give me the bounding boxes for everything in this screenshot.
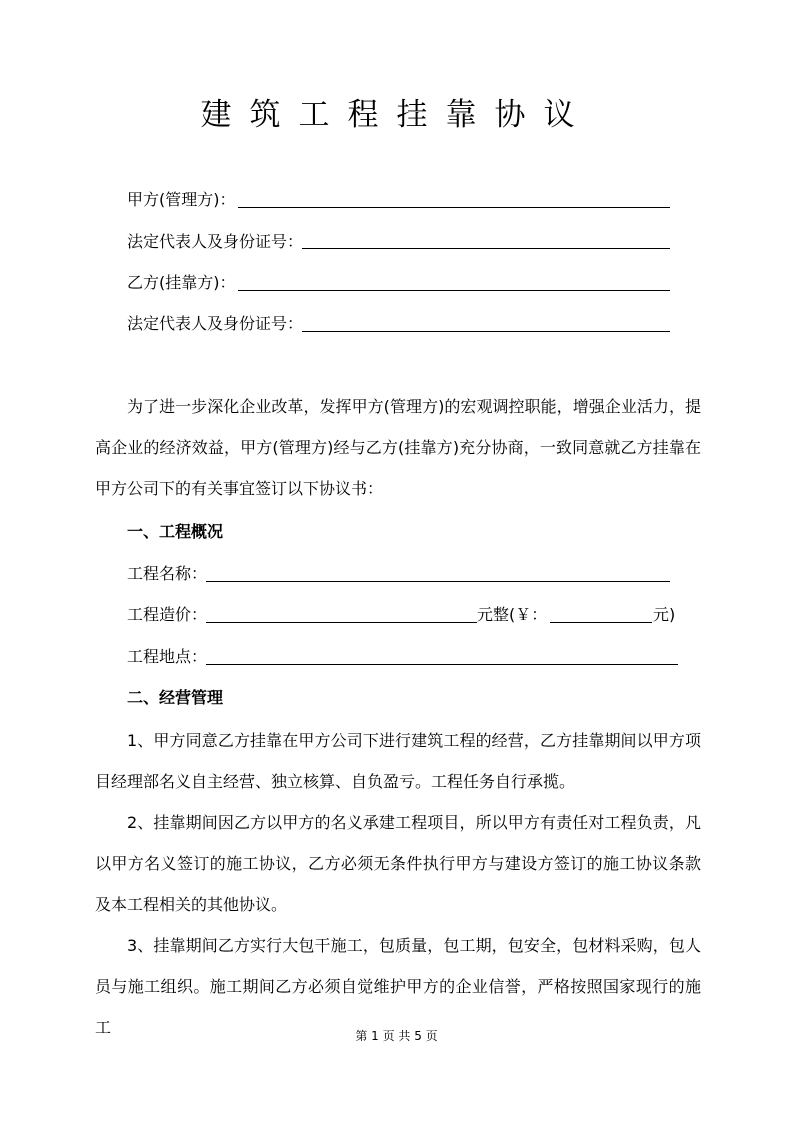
project-cost-numeric-blank-line	[550, 622, 652, 623]
party-b-label: 乙方(挂靠方)：	[127, 273, 236, 292]
party-b-blank-line	[238, 290, 670, 291]
party-a-rep-blank-line	[302, 248, 670, 249]
party-a-label: 甲方(管理方)：	[127, 190, 236, 209]
document-title: 建筑工程挂靠协议	[200, 97, 593, 133]
project-name-blank-line	[206, 581, 670, 582]
project-cost-close: 元)	[653, 605, 676, 624]
section-2-item-3: 3、挂靠期间乙方实行大包干施工，包质量，包工期，包安全，包材料采购，包人员与施工组织。施工期间乙方必须自觉维护甲方的企业信誉，严格按照国家现行的施工	[95, 936, 701, 1037]
project-cost-label: 工程造价：	[127, 605, 208, 624]
party-a-rep-label: 法定代表人及身份证号：	[127, 232, 304, 251]
project-location-blank-line	[206, 664, 678, 665]
project-location-label: 工程地点：	[127, 647, 208, 666]
page-number-footer: 第 1 页 共 5 页	[355, 1029, 438, 1043]
intro-paragraph: 为了进一步深化企业改革，发挥甲方(管理方)的宏观调控职能，增强企业活力，提高企业的经济效益，甲方(管理方)经与乙方(挂靠方)充分协商，一致同意就乙方挂靠在甲方公司下的有关事宜签订以下协议书：	[95, 397, 701, 498]
project-name-label: 工程名称：	[127, 564, 208, 583]
section-1-heading: 一、工程概况	[127, 522, 224, 541]
party-b-rep-blank-line	[302, 331, 670, 332]
section-2-heading: 二、经营管理	[127, 688, 224, 707]
project-cost-blank-line	[206, 622, 477, 623]
party-b-rep-label: 法定代表人及身份证号：	[127, 314, 304, 333]
party-a-blank-line	[238, 207, 670, 208]
section-2-item-1: 1、甲方同意乙方挂靠在甲方公司下进行建筑工程的经营，乙方挂靠期间以甲方项目经理部名义自主经营、独立核算、自负盈亏。工程任务自行承揽。	[95, 731, 701, 791]
section-2-item-2: 2、挂靠期间因乙方以甲方的名义承建工程项目，所以甲方有责任对工程负责，凡以甲方名义签订的施工协议，乙方必须无条件执行甲方与建设方签订的施工协议条款及本工程相关的其他协议。	[95, 813, 701, 914]
project-cost-unit: 元整(￥：	[477, 605, 548, 624]
